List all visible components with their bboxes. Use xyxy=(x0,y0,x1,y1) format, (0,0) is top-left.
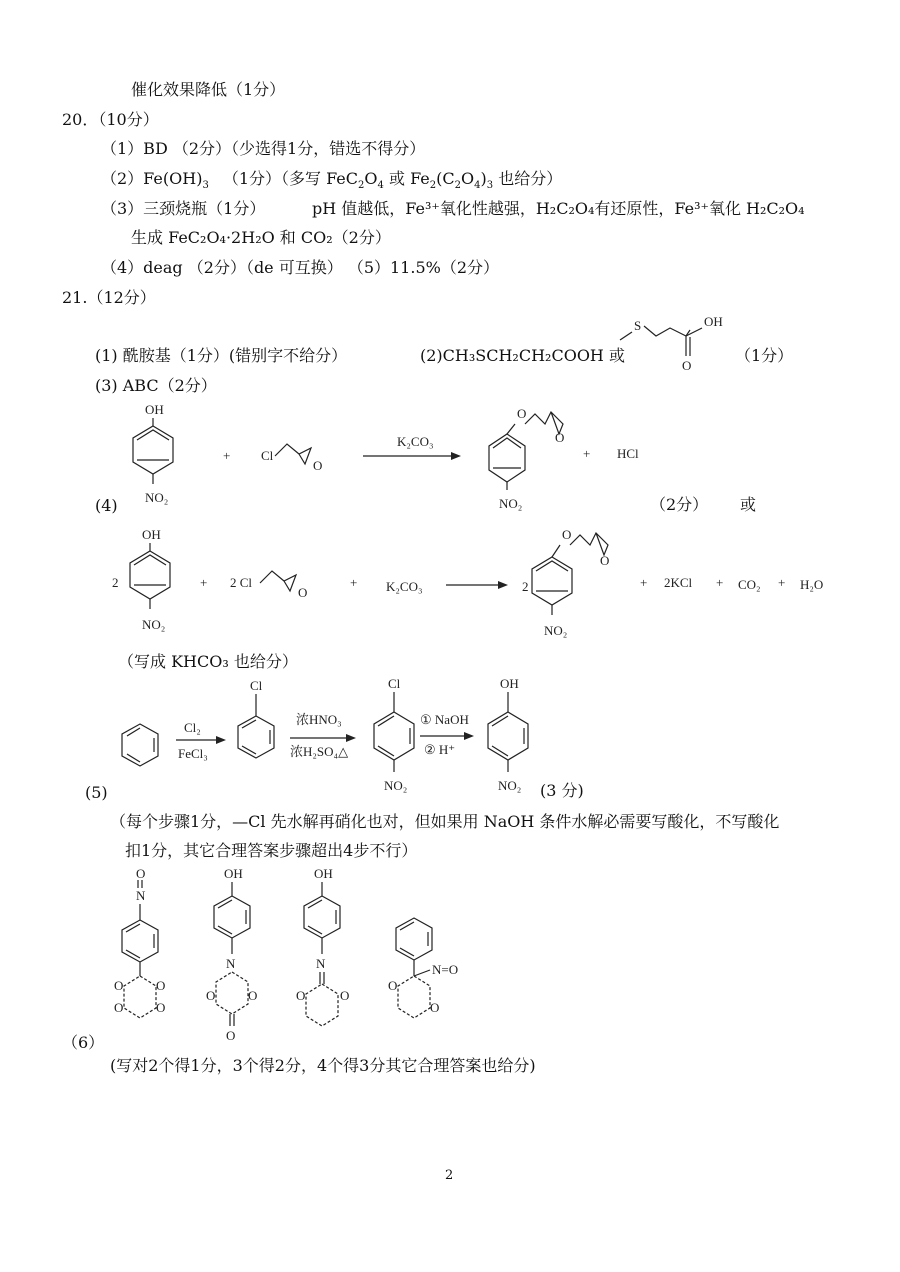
nitrophenol-no2-label: NO₂ xyxy=(498,778,522,793)
hcl-label: HCl xyxy=(617,446,639,461)
acidify-step: ② H⁺ xyxy=(424,742,456,757)
isomer-3 xyxy=(296,866,349,1026)
q21-part6-isomers xyxy=(100,868,500,1048)
plus-sign-2: + xyxy=(350,575,358,590)
q20-part2: $(2)Fe(OH)_3$ （1分）（多写 $FeC_2O_4$ 或 $Fe_2(C_2O_4)_3$ 也给分） xyxy=(101,169,563,192)
imine-n-label: N xyxy=(316,956,326,971)
ring-o-label: O xyxy=(206,988,216,1003)
carbonyl-o-label: O xyxy=(226,1028,236,1043)
q21-part5-note2: 扣1分，其它合理答案步骤超出4步不行） xyxy=(125,841,418,860)
page-number: 2 xyxy=(445,1168,454,1183)
q20-part3-b: pH 值越低，Fe³⁺氧化性越强，H₂C₂O₄有还原性，Fe³⁺氧化 H₂C₂O₄ xyxy=(312,199,805,218)
plus-sign-4: + xyxy=(716,575,724,590)
plus-sign-2: + xyxy=(583,446,591,461)
q21-part4-score: （2分） xyxy=(650,495,709,514)
q21-part4-label: (4) xyxy=(95,496,118,515)
nitroso-n-label: N xyxy=(136,888,146,903)
q21-part5-score: (3 分) xyxy=(540,781,584,800)
h2o-label: H₂O xyxy=(800,577,824,592)
plus-sign-3: + xyxy=(640,575,648,590)
ring-o-label: O xyxy=(248,988,258,1003)
product-no2-label: NO₂ xyxy=(544,623,568,638)
ring-o-label: O xyxy=(156,1000,166,1015)
coefficient-2: 2 xyxy=(112,575,119,590)
ring-o-label: O xyxy=(296,988,306,1003)
epoxide-o-label: O xyxy=(313,458,323,473)
conc-hno3-reagent: 浓HNO₃ xyxy=(296,712,342,727)
phenol-oh-label: OH xyxy=(145,402,164,417)
ring-o-label: O xyxy=(114,978,124,993)
q19-tail: 催化效果降低（1分） xyxy=(131,80,286,99)
ring-o-label: O xyxy=(388,978,398,993)
k2co3-reagent: K₂CO₃ xyxy=(397,434,434,449)
phenol-no2-label: NO₂ xyxy=(145,490,169,505)
q21-part4-reaction-1 xyxy=(115,398,815,518)
epoxide-o-label: O xyxy=(298,585,308,600)
co2-label: CO₂ xyxy=(738,577,761,592)
ether-o-label: O xyxy=(562,527,572,542)
chloro-label: 2 Cl xyxy=(230,575,253,590)
q21-part6-note: (写对2个得1分，3个得2分，4个得3分其它合理答案也给分) xyxy=(110,1056,536,1075)
phenol-oh-label: OH xyxy=(142,527,161,542)
coefficient-2-product: 2 xyxy=(522,579,529,594)
q21-part2: (2)CH₃SCH₂CH₂COOH 或 xyxy=(420,346,625,365)
ring-o-label: O xyxy=(340,988,350,1003)
isomer-4 xyxy=(388,918,458,1018)
ring-o-label: O xyxy=(430,1000,440,1015)
phenol-no2-label: NO₂ xyxy=(142,617,166,632)
plus-sign: + xyxy=(200,575,208,590)
chloro-label: Cl xyxy=(261,448,274,463)
ring-n-label: N xyxy=(226,956,236,971)
conc-h2so4-reagent: 浓H₂SO₄△ xyxy=(290,744,349,759)
sulfur-atom-label: S xyxy=(634,318,642,333)
hydroxyl-label: OH xyxy=(704,314,723,329)
q20-part3-a: （3）三颈烧瓶（1分） xyxy=(101,199,266,218)
isomer-1 xyxy=(114,866,165,1018)
product-epoxide-o-label: O xyxy=(600,553,610,568)
q20-part3-c: 生成 FeC₂O₄·2H₂O 和 CO₂（2分） xyxy=(131,228,391,247)
nitrochlorobenzene-no2-label: NO₂ xyxy=(384,778,408,793)
q21-part3: (3) ABC（2分） xyxy=(95,376,217,395)
ring-o-label: O xyxy=(156,978,166,993)
q21-part2-score: （1分） xyxy=(735,346,794,365)
nitroso-group-label: N=O xyxy=(432,962,459,977)
k2co3-label: K₂CO₃ xyxy=(386,579,423,594)
q20-part4-5: （4）deag （2分）（de 可互换） （5）11.5%（2分） xyxy=(101,258,500,277)
cl2-reagent: Cl₂ xyxy=(184,720,201,735)
q21-part4-note: （写成 KHCO₃ 也给分） xyxy=(118,652,298,671)
chlorobenzene-cl-label: Cl xyxy=(250,678,263,693)
ring-o-label: O xyxy=(114,1000,124,1015)
q21-header: 21.（12分） xyxy=(62,288,156,307)
plus-sign: + xyxy=(223,448,231,463)
q21-part4-reaction-2 xyxy=(112,525,842,655)
q21-part5-synthesis-route xyxy=(118,676,558,806)
product-no2-label: NO₂ xyxy=(499,496,523,511)
q20-part1: （1）BD （2分）（少选得1分，错选不得分） xyxy=(101,139,426,158)
phenol-oh-label: OH xyxy=(224,866,243,881)
isomer-2 xyxy=(206,866,257,1043)
q20-header: 20．（10分） xyxy=(62,110,159,129)
q21-part1: (1) 酰胺基（1分）(错别字不给分） xyxy=(95,346,348,365)
fecl3-catalyst: FeCl₃ xyxy=(178,746,208,761)
carbonyl-o-label: O xyxy=(682,358,692,373)
nitroso-o-label: O xyxy=(136,866,146,881)
nitrochlorobenzene-cl-label: Cl xyxy=(388,676,401,691)
ether-o-label: O xyxy=(517,406,527,421)
phenol-oh-label: OH xyxy=(314,866,333,881)
plus-sign-5: + xyxy=(778,575,786,590)
q21-part5-label: (5) xyxy=(85,783,108,802)
q21-part6-label: （6） xyxy=(62,1033,105,1052)
q21-part5-note1: （每个步骤1分，—Cl 先水解再硝化也对，但如果用 NaOH 条件水解必需要写酸化，不写酸化 xyxy=(110,812,780,831)
q21-part2-skeletal-structure xyxy=(610,310,730,380)
naoh-step: ① NaOH xyxy=(420,712,469,727)
product-epoxide-o-label: O xyxy=(555,430,565,445)
kcl-label: 2KCl xyxy=(664,575,693,590)
nitrophenol-oh-label: OH xyxy=(500,676,519,691)
q21-part4-or: 或 xyxy=(740,495,757,514)
